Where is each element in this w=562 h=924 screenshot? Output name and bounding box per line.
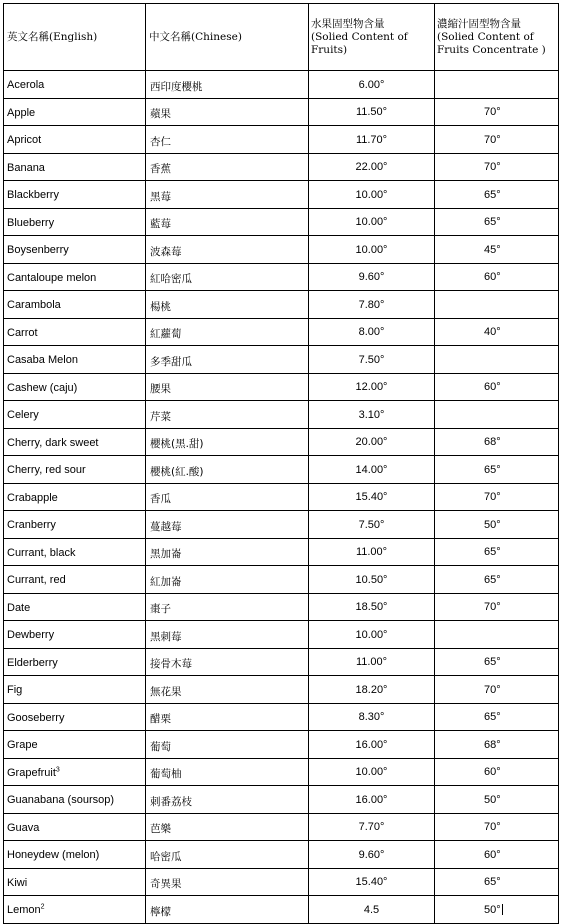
concentrate-value: 60° bbox=[484, 766, 501, 779]
concentrate-value: 65° bbox=[484, 546, 501, 559]
cell-english-name bbox=[4, 566, 146, 594]
cell-chinese-name: 櫻桃(紅.酸) bbox=[146, 456, 309, 484]
table-row bbox=[4, 153, 559, 181]
cell-fruit-solids: 6.00° bbox=[309, 71, 435, 99]
cell-fruit-solids: 8.30° bbox=[309, 703, 435, 731]
cell-fruit-solids: 18.50° bbox=[309, 593, 435, 621]
english-name-text: Grapefruit bbox=[7, 766, 56, 779]
cell-concentrate-solids bbox=[435, 401, 559, 429]
english-name-text: Apple bbox=[7, 106, 36, 119]
cell-fruit-solids: 7.80° bbox=[309, 291, 435, 319]
cell-english-name bbox=[4, 291, 146, 319]
cell-concentrate-solids bbox=[435, 153, 559, 181]
english-name-text: Date bbox=[7, 601, 31, 614]
header-solid-zh: 水果固型物含量 bbox=[311, 17, 385, 30]
table-row bbox=[4, 786, 559, 814]
concentrate-value: 60° bbox=[484, 271, 501, 284]
cell-chinese-name: 楊桃 bbox=[146, 291, 309, 319]
table-row bbox=[4, 71, 559, 99]
cell-concentrate-solids bbox=[435, 291, 559, 319]
cell-concentrate-solids bbox=[435, 841, 559, 869]
cell-chinese-name: 多季甜瓜 bbox=[146, 346, 309, 374]
cell-english-name bbox=[4, 126, 146, 154]
english-name-text: Carambola bbox=[7, 299, 61, 312]
concentrate-value: 65° bbox=[484, 573, 501, 586]
english-name-text: Grape bbox=[7, 739, 38, 752]
cell-english-name bbox=[4, 896, 146, 924]
header-english: 英文名稱(English) bbox=[4, 4, 146, 71]
text-cursor bbox=[502, 904, 503, 915]
english-name-text: Celery bbox=[7, 409, 39, 422]
cell-fruit-solids: 12.00° bbox=[309, 373, 435, 401]
cell-fruit-solids: 15.40° bbox=[309, 483, 435, 511]
cell-chinese-name: 棗子 bbox=[146, 593, 309, 621]
cell-concentrate-solids bbox=[435, 483, 559, 511]
concentrate-value: 65° bbox=[484, 711, 501, 724]
concentrate-value: 65° bbox=[484, 656, 501, 669]
table-row bbox=[4, 813, 559, 841]
cell-chinese-name: 藍莓 bbox=[146, 208, 309, 236]
cell-fruit-solids: 11.00° bbox=[309, 538, 435, 566]
cell-concentrate-solids bbox=[435, 208, 559, 236]
cell-fruit-solids: 11.50° bbox=[309, 98, 435, 126]
cell-chinese-name: 葡萄 bbox=[146, 731, 309, 759]
cell-chinese-name: 蘋果 bbox=[146, 98, 309, 126]
concentrate-value: 60° bbox=[484, 848, 501, 861]
concentrate-value: 65° bbox=[484, 876, 501, 889]
cell-english-name bbox=[4, 841, 146, 869]
cell-english-name bbox=[4, 483, 146, 511]
concentrate-value: 50° bbox=[484, 793, 501, 806]
english-name-text: Cashew (caju) bbox=[7, 381, 78, 394]
footnote-marker: 3 bbox=[55, 766, 60, 774]
concentrate-value: 65° bbox=[484, 463, 501, 476]
cell-concentrate-solids bbox=[435, 621, 559, 649]
table-row bbox=[4, 98, 559, 126]
cell-fruit-solids: 20.00° bbox=[309, 428, 435, 456]
table-row bbox=[4, 401, 559, 429]
cell-fruit-solids: 10.00° bbox=[309, 208, 435, 236]
table-row bbox=[4, 703, 559, 731]
cell-concentrate-solids bbox=[435, 648, 559, 676]
cell-fruit-solids: 10.00° bbox=[309, 236, 435, 264]
cell-fruit-solids: 10.00° bbox=[309, 621, 435, 649]
cell-english-name bbox=[4, 318, 146, 346]
english-name-text: Cherry, dark sweet bbox=[7, 436, 99, 449]
cell-english-name bbox=[4, 511, 146, 539]
cell-english-name bbox=[4, 346, 146, 374]
concentrate-value: 70° bbox=[484, 683, 501, 696]
cell-chinese-name: 哈密瓜 bbox=[146, 841, 309, 869]
header-conc-zh: 濃縮汁固型物含量 bbox=[437, 17, 521, 30]
cell-fruit-solids: 10.00° bbox=[309, 758, 435, 786]
header-conc-en: (Solied Content of Fruits Concentrate ) bbox=[437, 30, 546, 56]
cell-concentrate-solids bbox=[435, 318, 559, 346]
cell-concentrate-solids bbox=[435, 98, 559, 126]
cell-fruit-solids: 10.00° bbox=[309, 181, 435, 209]
table-row bbox=[4, 511, 559, 539]
cell-chinese-name: 芹菜 bbox=[146, 401, 309, 429]
concentrate-value: 70° bbox=[484, 161, 501, 174]
english-name-text: Gooseberry bbox=[7, 711, 65, 724]
cell-fruit-solids: 22.00° bbox=[309, 153, 435, 181]
table-row bbox=[4, 676, 559, 704]
table-row bbox=[4, 318, 559, 346]
english-name-text: Cranberry bbox=[7, 519, 56, 532]
cell-chinese-name: 杏仁 bbox=[146, 126, 309, 154]
cell-english-name bbox=[4, 153, 146, 181]
cell-concentrate-solids bbox=[435, 703, 559, 731]
english-name-text: Dewberry bbox=[7, 629, 55, 642]
table-row bbox=[4, 593, 559, 621]
cell-chinese-name: 紅蘿蔔 bbox=[146, 318, 309, 346]
cell-concentrate-solids bbox=[435, 428, 559, 456]
cell-chinese-name: 葡萄柚 bbox=[146, 758, 309, 786]
cell-english-name bbox=[4, 71, 146, 99]
table-row bbox=[4, 841, 559, 869]
cell-concentrate-solids bbox=[435, 263, 559, 291]
cell-chinese-name: 刺番荔枝 bbox=[146, 786, 309, 814]
cell-english-name bbox=[4, 538, 146, 566]
cell-english-name bbox=[4, 401, 146, 429]
cell-english-name bbox=[4, 648, 146, 676]
cell-english-name bbox=[4, 703, 146, 731]
concentrate-value: 68° bbox=[484, 436, 501, 449]
table-row bbox=[4, 236, 559, 264]
cell-english-name bbox=[4, 868, 146, 896]
cell-chinese-name: 黑莓 bbox=[146, 181, 309, 209]
cell-concentrate-solids bbox=[435, 236, 559, 264]
cell-concentrate-solids bbox=[435, 456, 559, 484]
cell-english-name bbox=[4, 731, 146, 759]
cell-concentrate-solids bbox=[435, 868, 559, 896]
cell-english-name bbox=[4, 236, 146, 264]
english-name-text: Lemon bbox=[7, 904, 41, 917]
concentrate-value: 70° bbox=[484, 601, 501, 614]
english-name-text: Fig bbox=[7, 684, 23, 697]
cell-chinese-name: 香蕉 bbox=[146, 153, 309, 181]
concentrate-value: 70° bbox=[484, 133, 501, 146]
table-row bbox=[4, 896, 559, 924]
english-name-text: Guava bbox=[7, 821, 40, 834]
english-name-text: Cherry, red sour bbox=[7, 464, 86, 477]
fruit-solids-table bbox=[3, 3, 559, 924]
cell-concentrate-solids bbox=[435, 71, 559, 99]
concentrate-value: 70° bbox=[484, 491, 501, 504]
cell-fruit-solids: 18.20° bbox=[309, 676, 435, 704]
cell-chinese-name: 檸檬 bbox=[146, 896, 309, 924]
cell-chinese-name: 接骨木莓 bbox=[146, 648, 309, 676]
english-name-text: Carrot bbox=[7, 326, 38, 339]
concentrate-value: 40° bbox=[484, 326, 501, 339]
cell-fruit-solids: 8.00° bbox=[309, 318, 435, 346]
cell-fruit-solids: 15.40° bbox=[309, 868, 435, 896]
cell-english-name bbox=[4, 593, 146, 621]
cell-english-name bbox=[4, 373, 146, 401]
header-solid-en: (Solied Content of Fruits) bbox=[311, 30, 408, 56]
table-row bbox=[4, 538, 559, 566]
cell-fruit-solids: 9.60° bbox=[309, 263, 435, 291]
cell-concentrate-solids bbox=[435, 538, 559, 566]
table-row bbox=[4, 566, 559, 594]
cell-fruit-solids: 11.00° bbox=[309, 648, 435, 676]
table-row bbox=[4, 483, 559, 511]
header-chinese: 中文名稱(Chinese) bbox=[146, 4, 309, 71]
cell-fruit-solids: 14.00° bbox=[309, 456, 435, 484]
table-row bbox=[4, 263, 559, 291]
cell-fruit-solids: 3.10° bbox=[309, 401, 435, 429]
header-solid-content bbox=[309, 4, 435, 71]
cell-chinese-name: 香瓜 bbox=[146, 483, 309, 511]
table-row bbox=[4, 428, 559, 456]
cell-concentrate-solids bbox=[435, 566, 559, 594]
cell-english-name bbox=[4, 98, 146, 126]
table-row bbox=[4, 181, 559, 209]
cell-chinese-name: 黑加崙 bbox=[146, 538, 309, 566]
cell-fruit-solids: 4.5 bbox=[309, 896, 435, 924]
table-row bbox=[4, 456, 559, 484]
table-row bbox=[4, 373, 559, 401]
cell-concentrate-solids bbox=[435, 346, 559, 374]
cell-english-name bbox=[4, 786, 146, 814]
cell-fruit-solids: 16.00° bbox=[309, 786, 435, 814]
cell-chinese-name: 蔓越莓 bbox=[146, 511, 309, 539]
cell-fruit-solids: 11.70° bbox=[309, 126, 435, 154]
table-row bbox=[4, 126, 559, 154]
cell-english-name bbox=[4, 208, 146, 236]
table-row bbox=[4, 758, 559, 786]
cell-concentrate-solids bbox=[435, 373, 559, 401]
cell-concentrate-solids bbox=[435, 676, 559, 704]
table-row bbox=[4, 868, 559, 896]
cell-chinese-name: 無花果 bbox=[146, 676, 309, 704]
english-name-text: Currant, black bbox=[7, 546, 76, 559]
english-name-text: Guanabana (soursop) bbox=[7, 794, 115, 807]
header-concentrate-content bbox=[435, 4, 559, 71]
cell-chinese-name: 腰果 bbox=[146, 373, 309, 401]
concentrate-value: 70° bbox=[484, 106, 501, 119]
cell-chinese-name: 奇異果 bbox=[146, 868, 309, 896]
header-row bbox=[4, 4, 559, 71]
cell-concentrate-solids bbox=[435, 126, 559, 154]
cell-english-name bbox=[4, 428, 146, 456]
english-name-text: Honeydew (melon) bbox=[7, 849, 100, 862]
cell-english-name bbox=[4, 263, 146, 291]
cell-chinese-name: 黑刺莓 bbox=[146, 621, 309, 649]
cell-fruit-solids: 7.50° bbox=[309, 511, 435, 539]
table-row bbox=[4, 346, 559, 374]
cell-fruit-solids: 10.50° bbox=[309, 566, 435, 594]
cell-fruit-solids: 9.60° bbox=[309, 841, 435, 869]
cell-concentrate-solids bbox=[435, 758, 559, 786]
cell-chinese-name: 芭樂 bbox=[146, 813, 309, 841]
table-row bbox=[4, 208, 559, 236]
cell-english-name bbox=[4, 676, 146, 704]
table-row bbox=[4, 291, 559, 319]
english-name-text: Cantaloupe melon bbox=[7, 271, 97, 284]
cell-fruit-solids: 7.70° bbox=[309, 813, 435, 841]
english-name-text: Crabapple bbox=[7, 491, 58, 504]
cell-chinese-name: 紅哈密瓜 bbox=[146, 263, 309, 291]
english-name-text: Banana bbox=[7, 161, 45, 174]
cell-english-name bbox=[4, 621, 146, 649]
cell-chinese-name: 西印度櫻桃 bbox=[146, 71, 309, 99]
english-name-text: Blackberry bbox=[7, 189, 59, 202]
english-name-text: Boysenberry bbox=[7, 244, 69, 257]
english-name-text: Acerola bbox=[7, 79, 45, 92]
concentrate-value: 65° bbox=[484, 188, 501, 201]
english-name-text: Elderberry bbox=[7, 656, 58, 669]
english-name-text: Kiwi bbox=[7, 876, 28, 889]
cell-chinese-name: 紅加崙 bbox=[146, 566, 309, 594]
cell-english-name bbox=[4, 758, 146, 786]
cell-fruit-solids: 7.50° bbox=[309, 346, 435, 374]
concentrate-value: 50° bbox=[484, 903, 501, 916]
cell-concentrate-solids bbox=[435, 593, 559, 621]
cell-chinese-name: 波森莓 bbox=[146, 236, 309, 264]
cell-english-name bbox=[4, 181, 146, 209]
cell-fruit-solids: 16.00° bbox=[309, 731, 435, 759]
concentrate-value: 68° bbox=[484, 738, 501, 751]
cell-english-name bbox=[4, 813, 146, 841]
english-name-text: Blueberry bbox=[7, 216, 55, 229]
cell-concentrate-solids bbox=[435, 786, 559, 814]
concentrate-value: 45° bbox=[484, 243, 501, 256]
cell-english-name bbox=[4, 456, 146, 484]
cell-chinese-name: 櫻桃(黑.甜) bbox=[146, 428, 309, 456]
english-name-text: Casaba Melon bbox=[7, 354, 78, 367]
cell-chinese-name: 醋栗 bbox=[146, 703, 309, 731]
cell-concentrate-solids bbox=[435, 181, 559, 209]
footnote-marker: 2 bbox=[40, 903, 45, 911]
concentrate-value: 70° bbox=[484, 821, 501, 834]
english-name-text: Currant, red bbox=[7, 574, 66, 587]
table-row bbox=[4, 621, 559, 649]
cell-concentrate-solids bbox=[435, 511, 559, 539]
concentrate-value: 65° bbox=[484, 216, 501, 229]
cell-concentrate-solids bbox=[435, 896, 559, 924]
english-name-text: Apricot bbox=[7, 134, 42, 147]
table-row bbox=[4, 731, 559, 759]
concentrate-value: 50° bbox=[484, 518, 501, 531]
cell-concentrate-solids bbox=[435, 731, 559, 759]
concentrate-value: 60° bbox=[484, 381, 501, 394]
table-row bbox=[4, 648, 559, 676]
cell-concentrate-solids bbox=[435, 813, 559, 841]
